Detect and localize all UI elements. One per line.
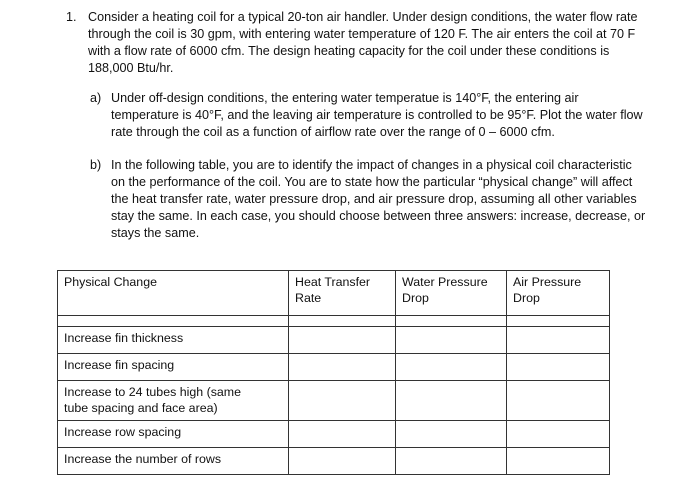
air-pressure-answer-cell[interactable] (507, 421, 610, 448)
part-a-label: a) (90, 91, 102, 105)
air-pressure-answer-cell[interactable] (507, 354, 610, 381)
table-row (58, 327, 610, 354)
heat-transfer-answer-cell[interactable] (289, 421, 396, 448)
row-label: Increase the number of rows (58, 448, 289, 475)
heat-transfer-answer-cell[interactable] (289, 381, 396, 421)
spacer-cell (58, 316, 289, 327)
heat-transfer-answer-cell[interactable] (289, 327, 396, 354)
heat-transfer-answer-cell[interactable] (289, 354, 396, 381)
heat-transfer-answer-cell[interactable] (289, 448, 396, 475)
air-pressure-answer-cell[interactable] (507, 327, 610, 354)
spacer-cell (396, 316, 507, 327)
air-pressure-answer-cell[interactable] (507, 381, 610, 421)
water-pressure-answer-cell[interactable] (396, 421, 507, 448)
water-pressure-answer-cell[interactable] (396, 327, 507, 354)
part-a-text: Under off-design conditions, the entering water temperatue is 140°F, the entering air temperature is 40°F, and the leaving air temperature is controlled to be 95°F. Plot the water flow rate through the coil as a function of airflow rate over the range of 0 – 6000 cfm. (111, 91, 643, 139)
header-physical-change: Physical Change (58, 271, 289, 316)
part-b-label: b) (90, 158, 102, 172)
row-label: Increase fin spacing (58, 354, 289, 381)
water-pressure-answer-cell[interactable] (396, 448, 507, 475)
water-pressure-answer-cell[interactable] (396, 354, 507, 381)
header-heat-transfer-rate: Heat Transfer Rate (289, 271, 396, 316)
spacer-cell (289, 316, 396, 327)
header-air-pressure-drop: Air Pressure Drop (507, 271, 610, 316)
header-water-pressure-drop: Water Pressure Drop (396, 271, 507, 316)
air-pressure-answer-cell[interactable] (507, 448, 610, 475)
table-spacer-row (58, 316, 610, 327)
table-row (58, 381, 610, 421)
physical-change-table (57, 270, 610, 475)
spacer-cell (507, 316, 610, 327)
table-row (58, 354, 610, 381)
water-pressure-answer-cell[interactable] (396, 381, 507, 421)
row-label: Increase fin thickness (58, 327, 289, 354)
part-b-text: In the following table, you are to identify the impact of changes in a physical coil characteristic on the performance of the coil. You are to state how the particular “physical change” will affect the heat transfer rate, water pressure drop, and air pressure drop, assuming all other variables stay the same. In each case, you should choose between three answers: increase, decrease, or stays the same. (111, 158, 646, 240)
table-row (58, 421, 610, 448)
row-label: Increase to 24 tubes high (same tube spacing and face area) (58, 381, 289, 421)
table-row (58, 448, 610, 475)
table-header-row (58, 271, 610, 316)
row-label: Increase row spacing (58, 421, 289, 448)
question-text: Consider a heating coil for a typical 20-ton air handler. Under design conditions, the water flow rate through the coil is 30 gpm, with entering water temperature of 120 F. The air enters the coil at 70 F with a flow rate of 6000 cfm. The design heating capacity for the coil under these conditions is 188,000 Btu/hr. (88, 10, 638, 75)
question-number: 1. (66, 10, 77, 24)
